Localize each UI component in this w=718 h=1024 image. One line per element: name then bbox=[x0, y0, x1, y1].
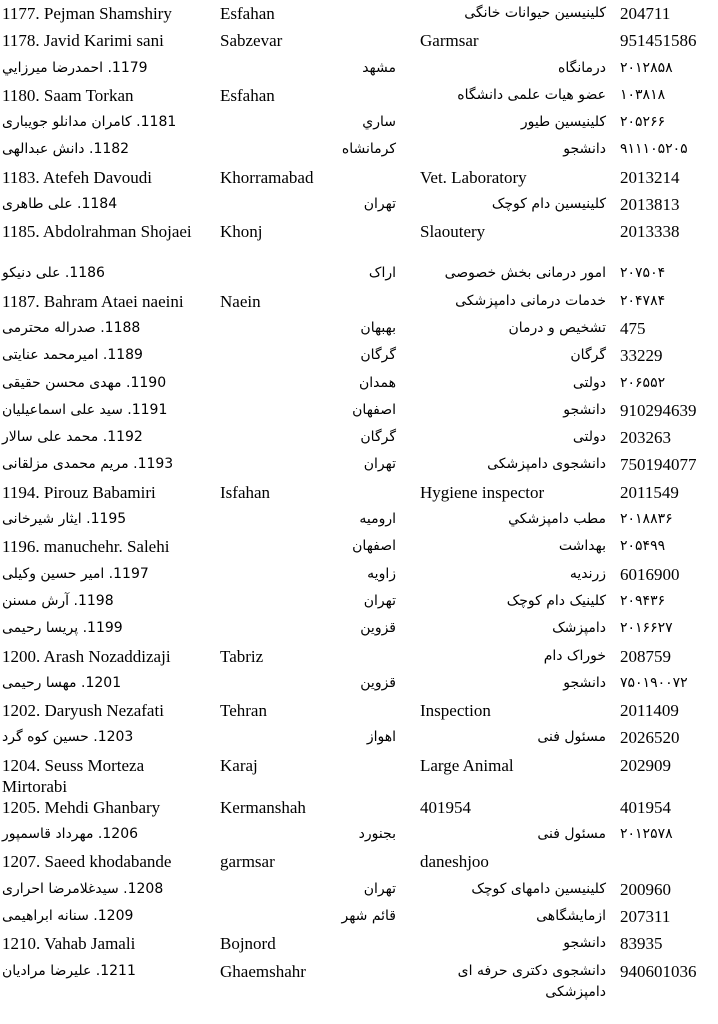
member-field: دانشجو bbox=[563, 141, 606, 158]
member-city: همدان bbox=[359, 374, 396, 391]
member-city: Ghaemshahr bbox=[220, 961, 306, 981]
member-field: Hygiene inspector bbox=[420, 482, 545, 502]
member-number: ٢٠۵٢۶۶ bbox=[620, 114, 666, 131]
member-city: تهران bbox=[363, 456, 396, 473]
member-name: 1177. Pejman Shamshiry bbox=[2, 4, 172, 23]
member-name: 1185. Abdolrahman Shojaei bbox=[2, 222, 192, 242]
member-field: Garmsar bbox=[420, 31, 479, 51]
list-item bbox=[0, 824, 718, 851]
member-city: تهران bbox=[363, 880, 396, 897]
member-field: دولتی bbox=[572, 374, 606, 391]
list-item bbox=[0, 373, 718, 400]
list-item bbox=[0, 700, 718, 727]
member-city: Tabriz bbox=[220, 646, 264, 666]
member-field: درمانگاه bbox=[558, 59, 606, 76]
member-number: ٧۵٠١٩٠٠٧٢ bbox=[620, 674, 688, 691]
member-name: 1194. Pirouz Babamiri bbox=[2, 482, 156, 502]
member-city: قائم شهر bbox=[341, 907, 396, 924]
member-number: 940601036 bbox=[620, 961, 697, 981]
member-number: ٢٠۴٧٨۴ bbox=[620, 292, 666, 309]
list-item bbox=[0, 167, 718, 194]
member-name: 1181. کامران مدانلو جویباری bbox=[2, 114, 177, 131]
member-name: 1184. علی طاهری bbox=[2, 196, 118, 213]
member-number: 2013813 bbox=[620, 195, 680, 215]
member-name: 1202. Daryush Nezafati bbox=[2, 701, 164, 721]
member-city: گرگان bbox=[360, 429, 396, 446]
member-city: قزوین bbox=[360, 620, 396, 637]
member-name: 1198. آرش مسنن bbox=[2, 592, 114, 609]
member-name: 1204. Seuss Morteza Mirtorabi bbox=[2, 755, 145, 796]
member-city: قزوین bbox=[360, 674, 396, 691]
member-number: ٢٠١۶۶٢٧ bbox=[620, 620, 673, 637]
member-name: 1208. سیدغلامرضا احراری bbox=[2, 880, 164, 897]
list-item bbox=[0, 30, 718, 57]
list-item bbox=[0, 961, 718, 1003]
member-city: Kermanshah bbox=[220, 797, 306, 817]
list-item bbox=[0, 139, 718, 166]
member-number: 475 bbox=[620, 318, 646, 338]
member-name: 1180. Saam Torkan bbox=[2, 85, 134, 105]
member-number: 204711 bbox=[620, 4, 671, 23]
list-item bbox=[0, 58, 718, 85]
member-city: Esfahan bbox=[220, 4, 275, 23]
member-field: 401954 bbox=[420, 797, 471, 817]
list-item bbox=[0, 797, 718, 824]
member-field: Large Animal bbox=[420, 755, 514, 775]
member-field: دانشجوی دامپزشکی bbox=[487, 456, 606, 473]
member-city: زاویه bbox=[367, 565, 396, 582]
member-city: Khorramabad bbox=[220, 167, 314, 187]
member-name: 1191. سید علی اسماعیلیان bbox=[2, 401, 168, 418]
member-city: garmsar bbox=[220, 852, 275, 872]
member-field: امور درمانی بخش خصوصی bbox=[444, 265, 606, 282]
member-field: خوراک دام bbox=[543, 647, 606, 664]
list-item bbox=[0, 400, 718, 427]
member-name: 1205. Mehdi Ghanbary bbox=[2, 797, 161, 817]
list-item bbox=[0, 536, 718, 563]
member-city: مشهد bbox=[362, 59, 396, 76]
list-item bbox=[0, 345, 718, 372]
member-city: Naein bbox=[220, 291, 261, 311]
member-name: 1187. Bahram Ataei naeini bbox=[2, 291, 184, 311]
member-name: 1203. حسین کوه گرد bbox=[2, 729, 134, 746]
list-item bbox=[0, 879, 718, 906]
member-field: Inspection bbox=[420, 701, 491, 721]
member-name: 1210. Vahab Jamali bbox=[2, 934, 136, 954]
member-city: Isfahan bbox=[220, 482, 271, 502]
member-city: Sabzevar bbox=[220, 31, 283, 51]
member-city: Esfahan bbox=[220, 85, 275, 105]
member-name: 1207. Saeed khodabande bbox=[2, 852, 172, 872]
list-item bbox=[0, 3, 718, 30]
list-item bbox=[0, 564, 718, 591]
member-number: 750194077 bbox=[620, 455, 697, 475]
list-item bbox=[0, 509, 718, 536]
list-item bbox=[0, 85, 718, 112]
member-name: 1193. مریم محمدی مزلقانی bbox=[2, 456, 174, 473]
member-name: 1182. دانش عبدالهی bbox=[2, 141, 130, 158]
member-number: ٢٠١٢۵٧٨ bbox=[620, 826, 673, 843]
list-item bbox=[0, 291, 718, 318]
member-city: ارومیه bbox=[359, 511, 396, 528]
list-item bbox=[0, 906, 718, 933]
member-number: ٢٠١٨٨٣۶ bbox=[620, 511, 673, 528]
member-number: 951451586 bbox=[620, 31, 697, 51]
member-name: 1211. علیرضا مرادیان bbox=[2, 962, 136, 979]
member-field: مسئول فنی bbox=[537, 826, 606, 843]
member-field: دانشجو bbox=[563, 674, 606, 691]
member-name: 1201. مهسا رحیمی bbox=[2, 674, 122, 691]
member-field: گرگان bbox=[570, 347, 606, 364]
list-item bbox=[0, 851, 718, 878]
member-city: تهران bbox=[363, 196, 396, 213]
member-number: 2011549 bbox=[620, 482, 679, 502]
member-name: 1192. محمد علی سالار bbox=[2, 429, 143, 446]
member-name: 1197. امیر حسین وکیلی bbox=[2, 565, 149, 582]
member-number: 33229 bbox=[620, 346, 663, 366]
member-number: ٩١١١٠۵٢٠۵ bbox=[620, 141, 688, 158]
list-item bbox=[0, 263, 718, 290]
member-field: دانشجو bbox=[563, 935, 606, 952]
member-name: 1196. manuchehr. Salehi bbox=[2, 537, 170, 557]
member-name: 1188. صدراله محترمی bbox=[2, 319, 141, 336]
list-item bbox=[0, 933, 718, 960]
member-number: 202909 bbox=[620, 755, 671, 775]
member-name: 1200. Arash Nozaddizaji bbox=[2, 646, 171, 666]
member-number: ٢٠٧۵٠۴ bbox=[620, 265, 666, 282]
member-city: اراک bbox=[368, 265, 396, 282]
member-number: 401954 bbox=[620, 797, 671, 817]
member-number: ٢٠۵۴٩٩ bbox=[620, 538, 666, 555]
list-item bbox=[0, 427, 718, 454]
member-city: اصفهان bbox=[352, 401, 396, 418]
list-item bbox=[0, 727, 718, 754]
member-number: 2026520 bbox=[620, 728, 680, 748]
member-city: Bojnord bbox=[220, 934, 276, 954]
member-field: کلینیک دام کوچک bbox=[506, 592, 606, 609]
member-number: 2013214 bbox=[620, 167, 680, 187]
member-field: دامپزشک bbox=[552, 620, 606, 637]
member-name: 1190. مهدی محسن حقیقی bbox=[2, 374, 167, 391]
member-field: daneshjoo bbox=[420, 852, 489, 872]
member-city: بجنورد bbox=[358, 826, 396, 843]
member-field: کلینیسین طیور bbox=[520, 114, 606, 131]
member-number: 2013338 bbox=[620, 222, 680, 242]
member-name: 1189. امیرمحمد عنایتی bbox=[2, 347, 143, 364]
member-number: 6016900 bbox=[620, 564, 680, 584]
member-field: کلینیسین دامهای کوچک bbox=[471, 880, 606, 897]
list-item bbox=[0, 482, 718, 509]
list-item bbox=[0, 755, 718, 797]
member-field: مسئول فنی bbox=[537, 729, 606, 746]
member-number: ٢٠٩۴٣۶ bbox=[620, 592, 666, 609]
list-item bbox=[0, 673, 718, 700]
member-field: بهداشت bbox=[558, 538, 606, 555]
member-field: مطب دامپزشکي bbox=[508, 511, 606, 528]
member-number: 207311 bbox=[620, 906, 671, 926]
member-city: ساري bbox=[362, 114, 396, 131]
member-name: 1209. سنانه ابراهیمی bbox=[2, 907, 134, 924]
member-name: 1183. Atefeh Davoudi bbox=[2, 167, 152, 187]
member-city: اهواز bbox=[366, 729, 396, 746]
member-field: زرندیه bbox=[569, 565, 606, 582]
list-item bbox=[0, 221, 718, 263]
member-number: 200960 bbox=[620, 879, 671, 899]
member-city: Khonj bbox=[220, 222, 263, 242]
list-item bbox=[0, 194, 718, 221]
member-field: کلینیسین حیوانات خانگی bbox=[464, 5, 606, 21]
member-number: ٢٠۶۵۵٢ bbox=[620, 374, 666, 391]
member-city: اصفهان bbox=[352, 538, 396, 555]
list-item bbox=[0, 112, 718, 139]
list-item bbox=[0, 591, 718, 618]
member-number: ١٠٣٨١٨ bbox=[620, 86, 666, 103]
list-item bbox=[0, 454, 718, 481]
member-city: Karaj bbox=[220, 755, 258, 775]
member-field: دانشجو bbox=[563, 401, 606, 418]
member-name: 1195. ایثار شیرخانی bbox=[2, 511, 127, 528]
member-city: بهبهان bbox=[360, 319, 396, 336]
member-number: 910294639 bbox=[620, 400, 697, 420]
member-city: تهران bbox=[363, 592, 396, 609]
member-field: Vet. Laboratory bbox=[420, 167, 527, 187]
list-item bbox=[0, 618, 718, 645]
member-number: 208759 bbox=[620, 646, 671, 666]
member-name: 1199. پریسا رحیمی bbox=[2, 620, 123, 637]
member-number: 83935 bbox=[620, 934, 663, 954]
member-name: 1206. مهرداد قاسمپور bbox=[2, 826, 139, 843]
member-city: کرمانشاه bbox=[341, 141, 396, 158]
list-item bbox=[0, 318, 718, 345]
member-field: تشخیص و درمان bbox=[508, 319, 606, 336]
member-name: 1179. احمدرضا میرزایي bbox=[2, 59, 148, 76]
member-field: عضو هیات علمی دانشگاه bbox=[457, 86, 606, 103]
member-name: 1178. Javid Karimi sani bbox=[2, 31, 164, 51]
member-field: خدمات درمانی دامپزشکی bbox=[455, 292, 606, 309]
member-city: گرگان bbox=[360, 347, 396, 364]
list-item bbox=[0, 646, 718, 673]
member-number: 203263 bbox=[620, 428, 671, 448]
member-name: 1186. علی دنیکو bbox=[2, 265, 105, 282]
member-list bbox=[0, 3, 718, 1003]
member-field: Slaoutery bbox=[420, 222, 486, 242]
member-number: 2011409 bbox=[620, 701, 679, 721]
member-number: ٢٠١٢٨۵٨ bbox=[620, 59, 673, 76]
member-city: Tehran bbox=[220, 701, 267, 721]
member-field: ازمایشگاهی bbox=[536, 907, 606, 924]
member-field: دولتی bbox=[572, 429, 606, 446]
member-field: کلینیسین دام کوچک bbox=[491, 196, 606, 213]
member-field: دانشجوی دکتری حرفه ای دامپزشکی bbox=[457, 962, 606, 1000]
